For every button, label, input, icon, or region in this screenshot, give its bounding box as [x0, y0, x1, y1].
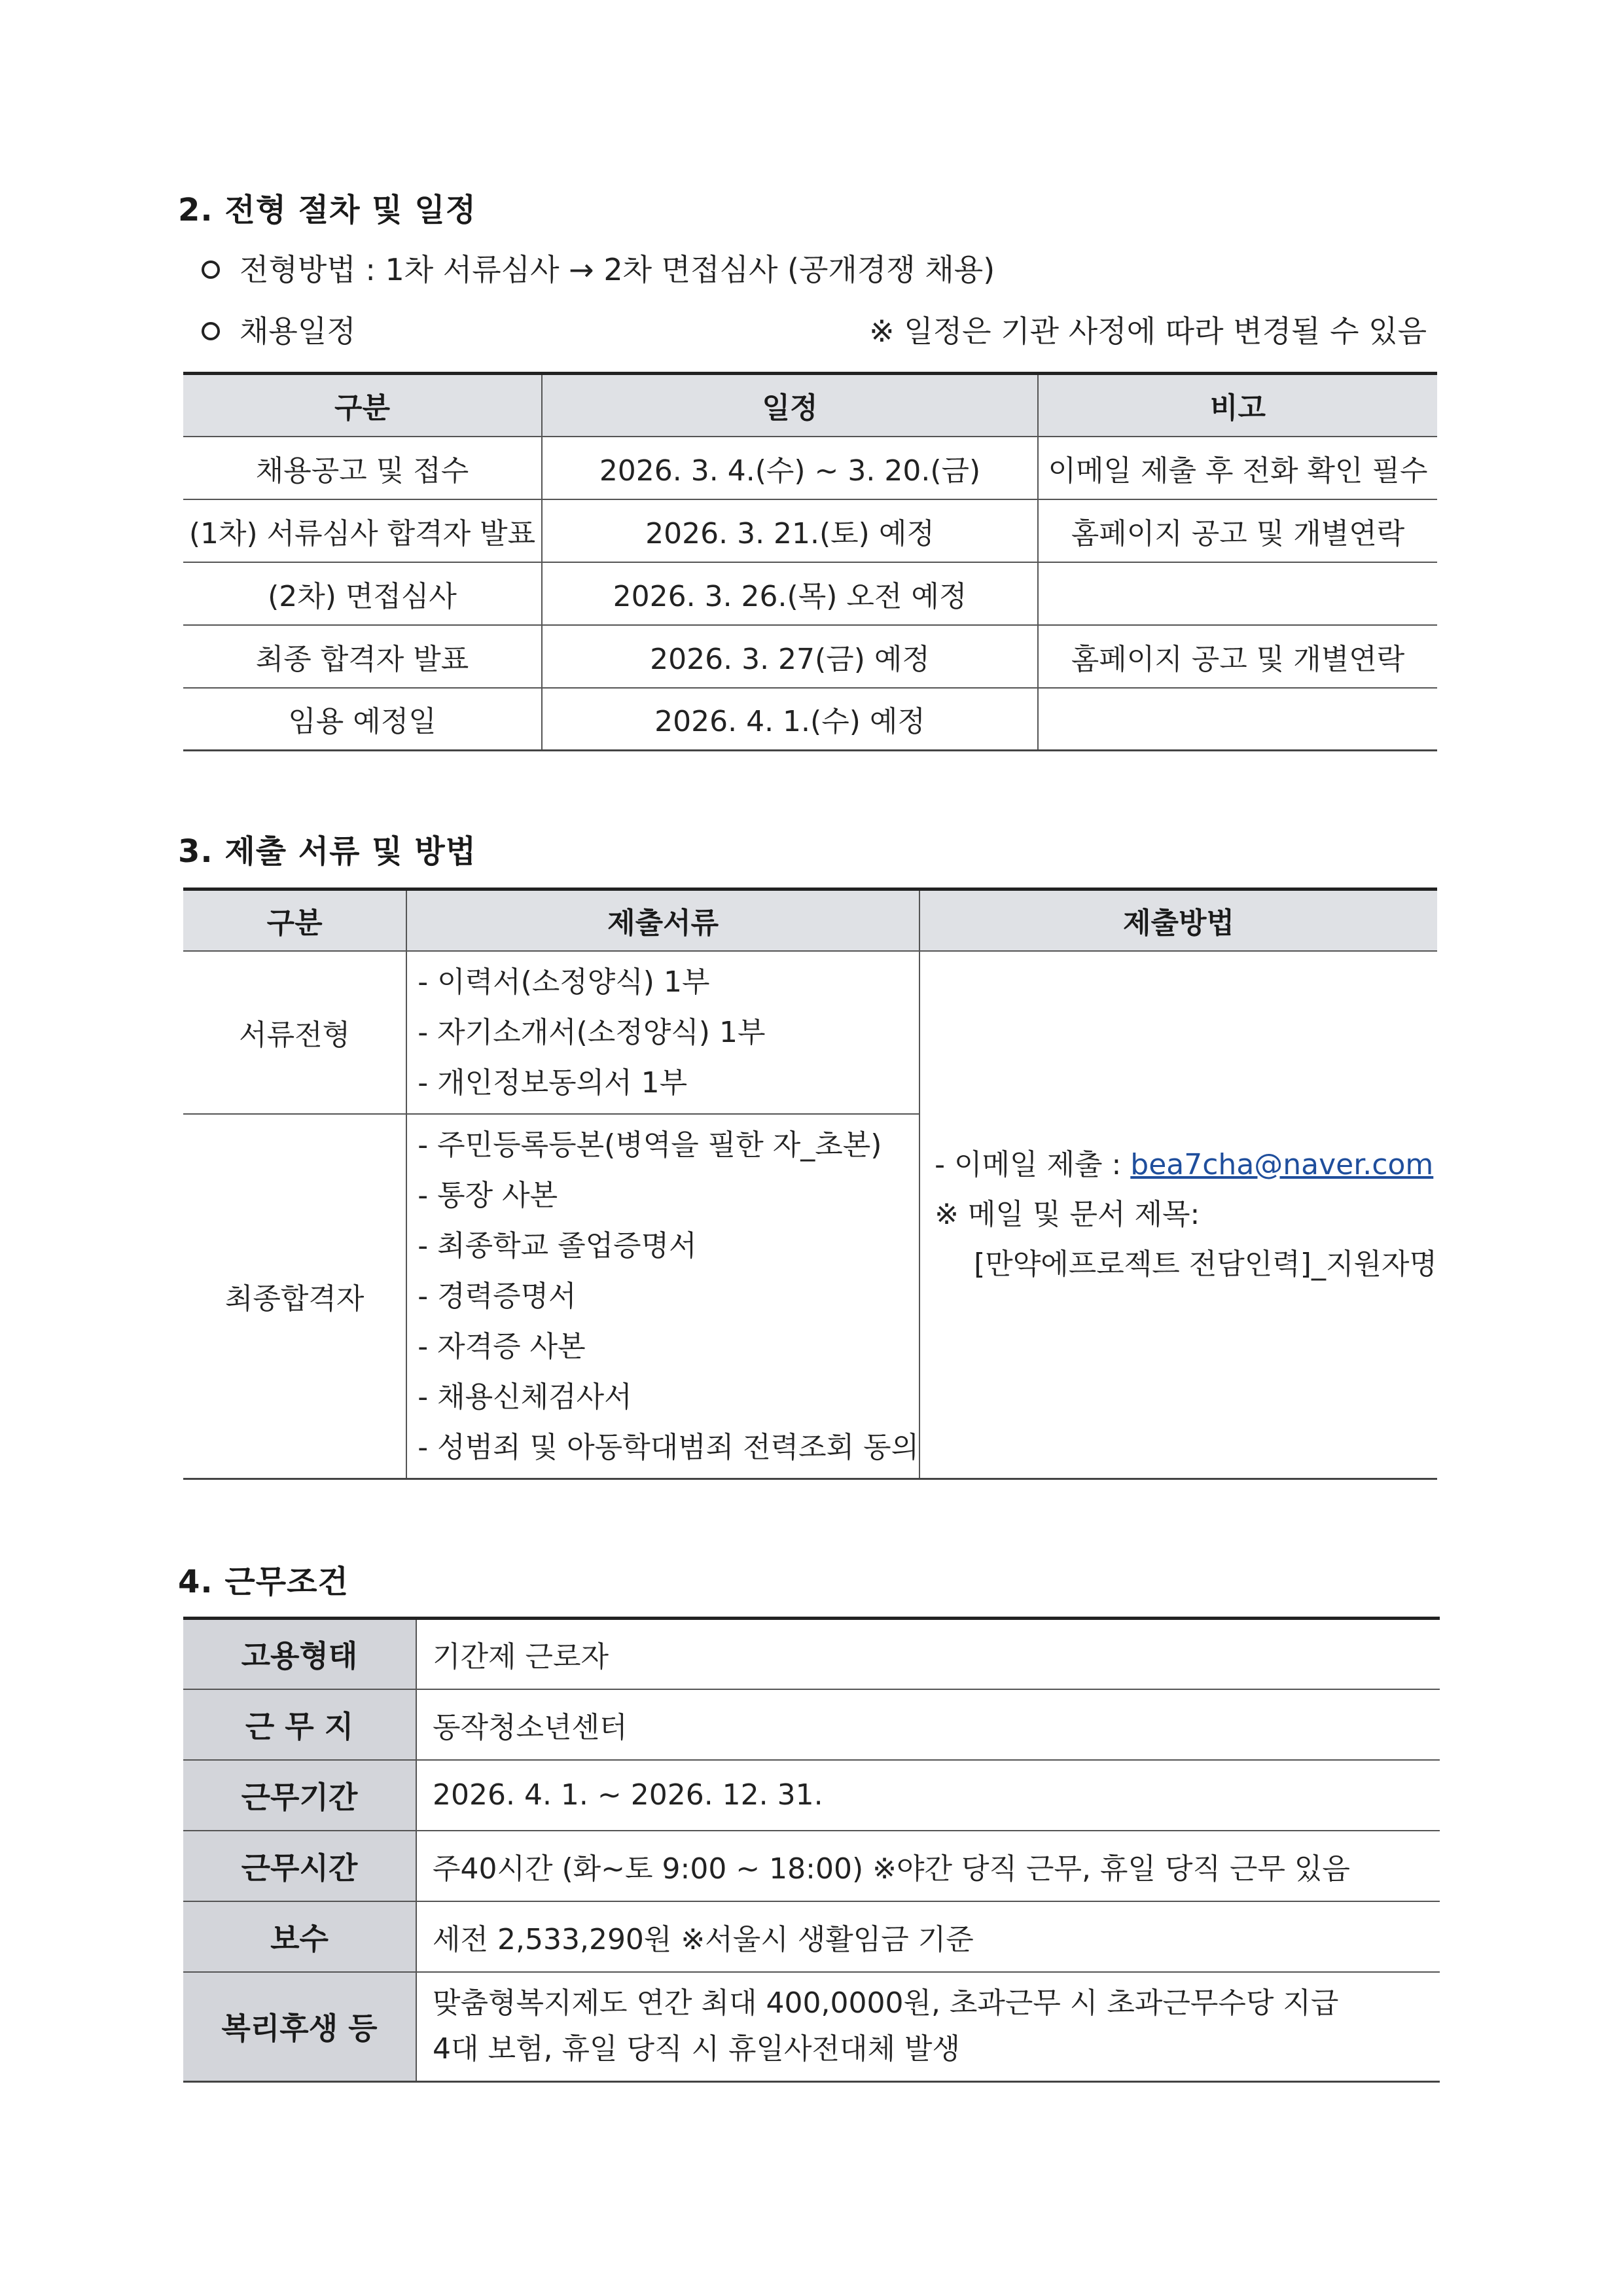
value-work-period: 2026. 4. 1. ~ 2026. 12. 31. [416, 1760, 1440, 1831]
table-row [183, 1972, 1440, 2082]
value-work-hours: 주40시간 (화~토 9:00 ~ 18:00) ※야간 당직 근무, 휴일 당직 근무 있음 [416, 1831, 1440, 1901]
label-benefits: 복리후생 등 [183, 1972, 416, 2082]
table-row [183, 1760, 1440, 1831]
document-list [406, 951, 919, 1114]
bullet-circle-icon [202, 260, 220, 279]
table-row [183, 625, 1437, 688]
table-row [183, 1619, 1440, 1689]
table-row [183, 1901, 1440, 1972]
document-list [406, 1114, 919, 1479]
schedule-line [202, 308, 356, 351]
label-workplace: 근 무 지 [183, 1689, 416, 1760]
table-row [183, 1689, 1440, 1760]
method-line [202, 246, 995, 289]
list-item: - 자격증 사본 [418, 1329, 586, 1363]
mail-title-note: ※ 메일 및 문서 제목: [935, 1197, 1200, 1231]
cell-remarks: 이메일 제출 후 전화 확인 필수 [1038, 437, 1437, 499]
table-header-row [183, 889, 1437, 951]
table-row [183, 951, 1437, 1114]
value-employment-type: 기간제 근로자 [416, 1619, 1440, 1689]
list-item: - 경력증명서 [418, 1279, 577, 1313]
value-salary: 세전 2,533,290원 ※서울시 생활임금 기준 [416, 1901, 1440, 1972]
list-item: - 채용신체검사서 [418, 1380, 632, 1414]
table-row [183, 499, 1437, 562]
cell-schedule: 2026. 3. 21.(토) 예정 [542, 499, 1038, 562]
cell-schedule: 2026. 3. 26.(목) 오전 예정 [542, 562, 1038, 625]
table-header-row [183, 374, 1437, 437]
list-item: - 통장 사본 [418, 1178, 558, 1212]
cell-remarks [1038, 562, 1437, 625]
table-row [183, 437, 1437, 499]
cell-schedule: 2026. 4. 1.(수) 예정 [542, 688, 1038, 751]
bullet-circle-icon [202, 322, 220, 340]
header-submission-method: 제출방법 [919, 889, 1437, 951]
benefits-line: 맞춤형복지제도 연간 최대 400,0000원, 초과근무 시 초과근무수당 지급 [433, 1986, 1339, 2020]
list-item: - 자기소개서(소정양식) 1부 [418, 1015, 766, 1049]
section-3-title: 3. 제출 서류 및 방법 [178, 833, 477, 870]
list-item: - 주민등록등본(병역을 필한 자_초본) [418, 1128, 882, 1162]
header-schedule: 일정 [542, 374, 1038, 437]
list-item: - 이력서(소정양식) 1부 [418, 965, 710, 999]
list-item: - 최종학교 졸업증명서 [418, 1229, 697, 1263]
schedule-table [183, 372, 1437, 751]
section-4-title: 4. 근무조건 [178, 1564, 349, 1600]
list-item: - 성범죄 및 아동학대범죄 전력조회 동의 [418, 1430, 919, 1464]
cell-remarks: 홈페이지 공고 및 개별연락 [1038, 625, 1437, 688]
label-work-period: 근무기간 [183, 1760, 416, 1831]
mail-title-format: [만약에프로젝트 전담인력]_지원자명 [974, 1247, 1437, 1281]
benefits-line: 4대 보험, 휴일 당직 시 휴일사전대체 발생 [433, 2032, 960, 2066]
email-link[interactable]: bea7cha@naver.com [1130, 1147, 1434, 1181]
table-row [183, 1831, 1440, 1901]
method-line-text: 전형방법 : 1차 서류심사 → 2차 면접심사 (공개경쟁 채용) [240, 252, 995, 287]
cell-category: 임용 예정일 [183, 688, 542, 751]
documents-table [183, 888, 1437, 1480]
cell-schedule: 2026. 3. 27(금) 예정 [542, 625, 1038, 688]
group-label-final-candidates: 최종합격자 [183, 1114, 406, 1479]
email-line [935, 1140, 1437, 1190]
email-prefix: - 이메일 제출 : [935, 1147, 1131, 1181]
label-salary: 보수 [183, 1901, 416, 1972]
label-work-hours: 근무시간 [183, 1831, 416, 1901]
table-row [183, 562, 1437, 625]
section-2-title: 2. 전형 절차 및 일정 [178, 192, 477, 228]
value-workplace: 동작청소년센터 [416, 1689, 1440, 1760]
group-label-document-screening: 서류전형 [183, 951, 406, 1114]
list-item: - 개인정보동의서 1부 [418, 1066, 688, 1100]
value-benefits [416, 1972, 1440, 2082]
cell-category: (2차) 면접심사 [183, 562, 542, 625]
cell-category: 최종 합격자 발표 [183, 625, 542, 688]
submission-method-cell [919, 951, 1437, 1479]
header-category: 구분 [183, 889, 406, 951]
cell-schedule: 2026. 3. 4.(수) ~ 3. 20.(금) [542, 437, 1038, 499]
header-category: 구분 [183, 374, 542, 437]
cell-remarks: 홈페이지 공고 및 개별연락 [1038, 499, 1437, 562]
work-conditions-table [183, 1617, 1440, 2083]
label-employment-type: 고용형태 [183, 1619, 416, 1689]
schedule-note: ※ 일정은 기관 사정에 따라 변경될 수 있음 [869, 314, 1427, 349]
cell-category: 채용공고 및 접수 [183, 437, 542, 499]
cell-remarks [1038, 688, 1437, 751]
schedule-line-text: 채용일정 [240, 314, 356, 349]
header-remarks: 비고 [1038, 374, 1437, 437]
header-documents: 제출서류 [406, 889, 919, 951]
cell-category: (1차) 서류심사 합격자 발표 [183, 499, 542, 562]
table-row [183, 688, 1437, 751]
